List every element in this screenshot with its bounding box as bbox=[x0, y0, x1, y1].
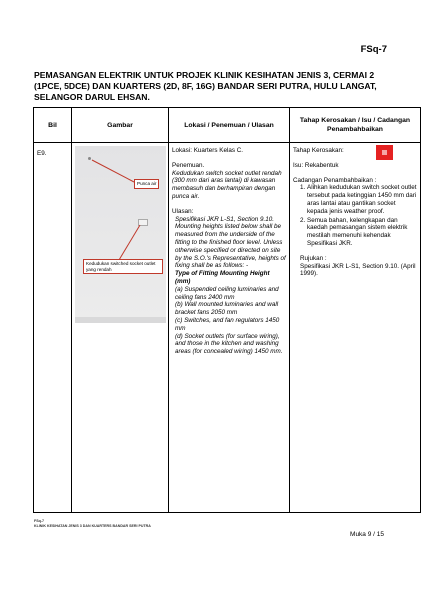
table-row bbox=[34, 143, 421, 513]
ulasan-heading: Ulasan: bbox=[172, 207, 194, 215]
site-photo bbox=[75, 146, 166, 323]
footer-code: FSq-7 bbox=[34, 519, 44, 523]
damage-level-marker bbox=[376, 145, 393, 160]
spec-item-c: (c) Switches, and fan regulators 1450 mm bbox=[175, 316, 280, 332]
footer-line: KLINIK KESIHATAN JENIS 3 DAN KUARTERS BANDAR SERI PUTRA bbox=[34, 523, 151, 528]
isu-text: Isu: Rekabentuk bbox=[293, 161, 339, 169]
row-bil: E9. bbox=[34, 143, 72, 513]
cadangan-heading: Cadangan Penambahbaikan : bbox=[293, 176, 377, 184]
tahap-cell bbox=[290, 143, 421, 513]
rujukan-heading: Rujukan : bbox=[300, 254, 327, 262]
document-code: FSq-7 bbox=[360, 44, 387, 55]
document-title: PEMASANGAN ELEKTRIK UNTUK PROJEK KLINIK KESIHATAN JENIS 3, CERMAI 2 (1PCE, 5DCE) DAN KUARTERS (2D, 8F, 16G) BANDAR SERI PUTRA, HULU LANGAT, SELANGOR DARUL EHSAN. bbox=[34, 70, 377, 102]
header-gambar: Gambar bbox=[72, 108, 169, 143]
lokasi-line: Lokasi: Kuarters Kelas C. bbox=[172, 147, 244, 154]
list-item: 2. Semua bahan, kelengkapan dan kaedah pemasangan sistem elektrik mestilah memenuhi kehendak Spesifikasi JKR. bbox=[307, 217, 417, 248]
lokasi-cell bbox=[169, 143, 290, 513]
page-number: Muka 9 / 15 bbox=[350, 531, 384, 538]
footer-text bbox=[34, 519, 151, 528]
callout-socket-outlet: Kedudukan switched socket outlet yang rendah bbox=[83, 259, 163, 274]
callout-water-point: Punca air bbox=[134, 179, 159, 189]
list-item: 1. Alihkan kedudukan switch socket outlet tersebut pada ketinggian 1450 mm dari aras lantai atau gantikan socket kepada jenis weather proof. bbox=[307, 184, 417, 215]
spec-item-a: (a) Suspended ceiling luminaries and ceiling fans 2400 mm bbox=[175, 285, 279, 301]
rujukan-text: Spesifikasi JKR L-S1, Section 9.10. (April 1999). bbox=[300, 262, 416, 278]
spec-reference: Spesifikasi JKR L-S1, Section 9.10. Mounting heights listed below shall be measured from the underside of the fitting to the finished floor level. Unless otherwise specified or directed on site by the S.O.'s Representative, heights of fixing shall be as follows: - bbox=[175, 215, 286, 270]
header-bil: Bil bbox=[34, 108, 72, 143]
inspection-table bbox=[33, 107, 421, 513]
penemuan-heading: Penemuan. bbox=[172, 161, 205, 169]
penemuan-text: Kedudukan switch socket outlet rendah (300 mm dari aras lantai) di kawasan membasuh dan berhampiran dengan punca air. bbox=[172, 169, 282, 200]
cadangan-list bbox=[293, 184, 417, 247]
tahap-label: Tahap Kerosakan: bbox=[293, 147, 344, 154]
photo-floor bbox=[75, 317, 166, 323]
header-lokasi: Lokasi / Penemuan / Ulasan bbox=[169, 108, 290, 143]
callout-arrows bbox=[75, 146, 165, 323]
spec-type-heading: Type of Fitting Mounting Height (mm) bbox=[175, 270, 270, 285]
spec-item-b: (b) Wall mounted luminaries and wall bracket fans 2050 mm bbox=[175, 301, 279, 317]
header-tahap: Tahap Kerosakan / Isu / Cadangan Penambahbaikan bbox=[290, 108, 421, 143]
spec-item-d: (d) Socket outlets (for surface wiring), and those in the kitchen and washing areas (for concealed wiring) 1450 mm. bbox=[175, 332, 283, 356]
photo-cell bbox=[72, 143, 169, 513]
